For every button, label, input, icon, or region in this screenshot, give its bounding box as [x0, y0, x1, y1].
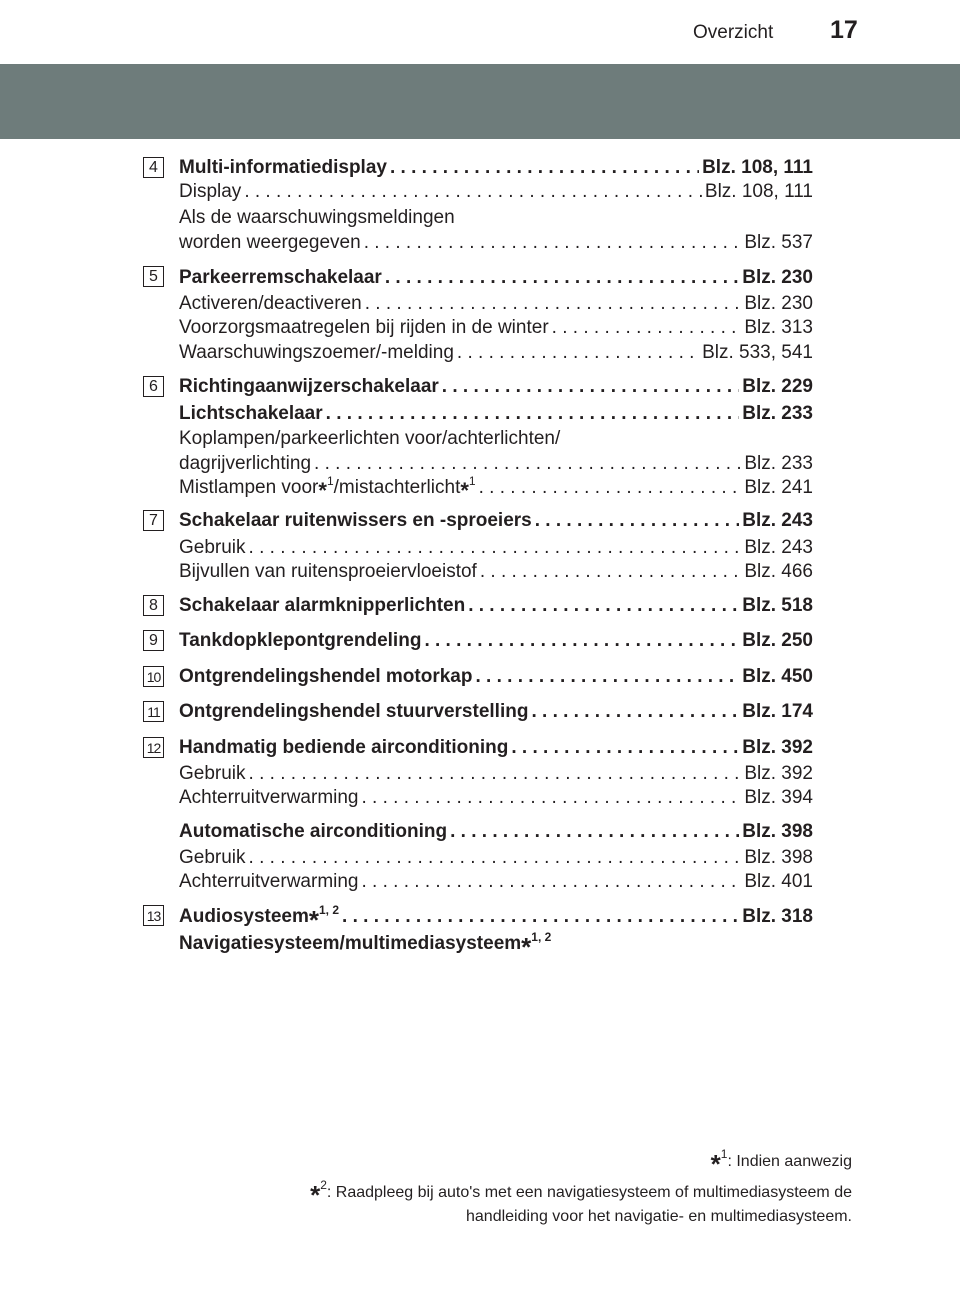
index-entry: Als de waarschuwingsmeldingen [179, 207, 455, 228]
item-number-badge: 5 [143, 266, 164, 287]
index-entry: Audiosysteem*$^{1, 2}$ . . . Blz. 318 [179, 905, 813, 929]
item-number-badge: 4 [143, 157, 164, 178]
item-number-badge: 10 [143, 666, 164, 687]
footnote-marker: * [460, 478, 469, 503]
item-number-badge: 6 [143, 376, 164, 397]
index-entry: Ontgrendelingshendel motorkap . . . Blz. 450 [179, 665, 813, 689]
index-entry: Koplampen/parkeerlichten voor/achterlichten/ [179, 428, 561, 449]
index-entry: Handmatig bediende airconditioning . . . Blz. 392 [179, 736, 813, 760]
item-number-badge: 13 [143, 905, 164, 926]
index-entry: Parkeerremschakelaar . . . Blz. 230 [179, 266, 813, 290]
index-entry: worden weergegeven . . . Blz. 537 [179, 231, 813, 255]
item-number-badge: 7 [143, 510, 164, 531]
index-entry: Achterruitverwarming . . . Blz. 394 [179, 786, 813, 810]
page-header [0, 0, 960, 64]
footnote-marker: * [521, 932, 532, 962]
index-entry: Schakelaar ruitenwissers en -sproeiers . . . Blz. 243 [179, 509, 813, 533]
index-entry: Navigatiesysteem/multimediasysteem*$^{1, 2}$ [179, 930, 552, 962]
footnote-marker: * [318, 478, 327, 503]
index-entry: Tankdopklepontgrendeling . . . Blz. 250 [179, 629, 813, 653]
index-entry: Schakelaar alarmknipperlichten . . . Blz. 518 [179, 594, 813, 618]
index-entry: Ontgrendelingshendel stuurverstelling . . . Blz. 174 [179, 700, 813, 724]
index-entry: Gebruik . . . Blz. 392 [179, 762, 813, 786]
page-number: 17 [830, 16, 858, 44]
item-number-badge: 11 [143, 701, 164, 722]
footnote-1: *$^1$: Indien aanwezig [710, 1147, 852, 1179]
item-number-badge: 9 [143, 630, 164, 651]
section-title: Overzicht [693, 22, 774, 43]
footnote-marker: * [308, 905, 319, 935]
index-entry: Gebruik . . . Blz. 398 [179, 846, 813, 870]
index-entry: Lichtschakelaar . . . Blz. 233 [179, 402, 813, 426]
index-entry: Achterruitverwarming . . . Blz. 401 [179, 870, 813, 894]
index-entry: dagrijverlichting . . . Blz. 233 [179, 452, 813, 476]
index-entry: Display . . . Blz. 108, 111 [179, 180, 813, 204]
index-entry: Mistlampen voor*$^1$/mistachterlicht*$^1$ . . . Blz. 241 [179, 476, 813, 500]
header-band [0, 64, 960, 139]
index-entry: Multi-informatiedisplay . . . Blz. 108, 111 [179, 156, 813, 180]
item-number-badge: 12 [143, 737, 164, 758]
index-entry: Richtingaanwijzerschakelaar . . . Blz. 229 [179, 375, 813, 399]
index-entry: Activeren/deactiveren . . . Blz. 230 [179, 292, 813, 316]
index-entry: Bijvullen van ruitensproeiervloeistof . . . Blz. 466 [179, 560, 813, 584]
index-entry: Waarschuwingszoemer/-melding . . . Blz. 533, 541 [179, 341, 813, 365]
index-entry: Voorzorgsmaatregelen bij rijden in de winter . . . Blz. 313 [179, 316, 813, 340]
index-entry: Automatische airconditioning . . . Blz. 398 [179, 820, 813, 844]
index-entry: Gebruik . . . Blz. 243 [179, 536, 813, 560]
footnote-2: *$^2$: Raadpleeg bij auto's met een navigatiesysteem of multimediasysteem de handleiding voor het navigatie- en multimediasysteem. [310, 1178, 852, 1225]
item-number-badge: 8 [143, 595, 164, 616]
